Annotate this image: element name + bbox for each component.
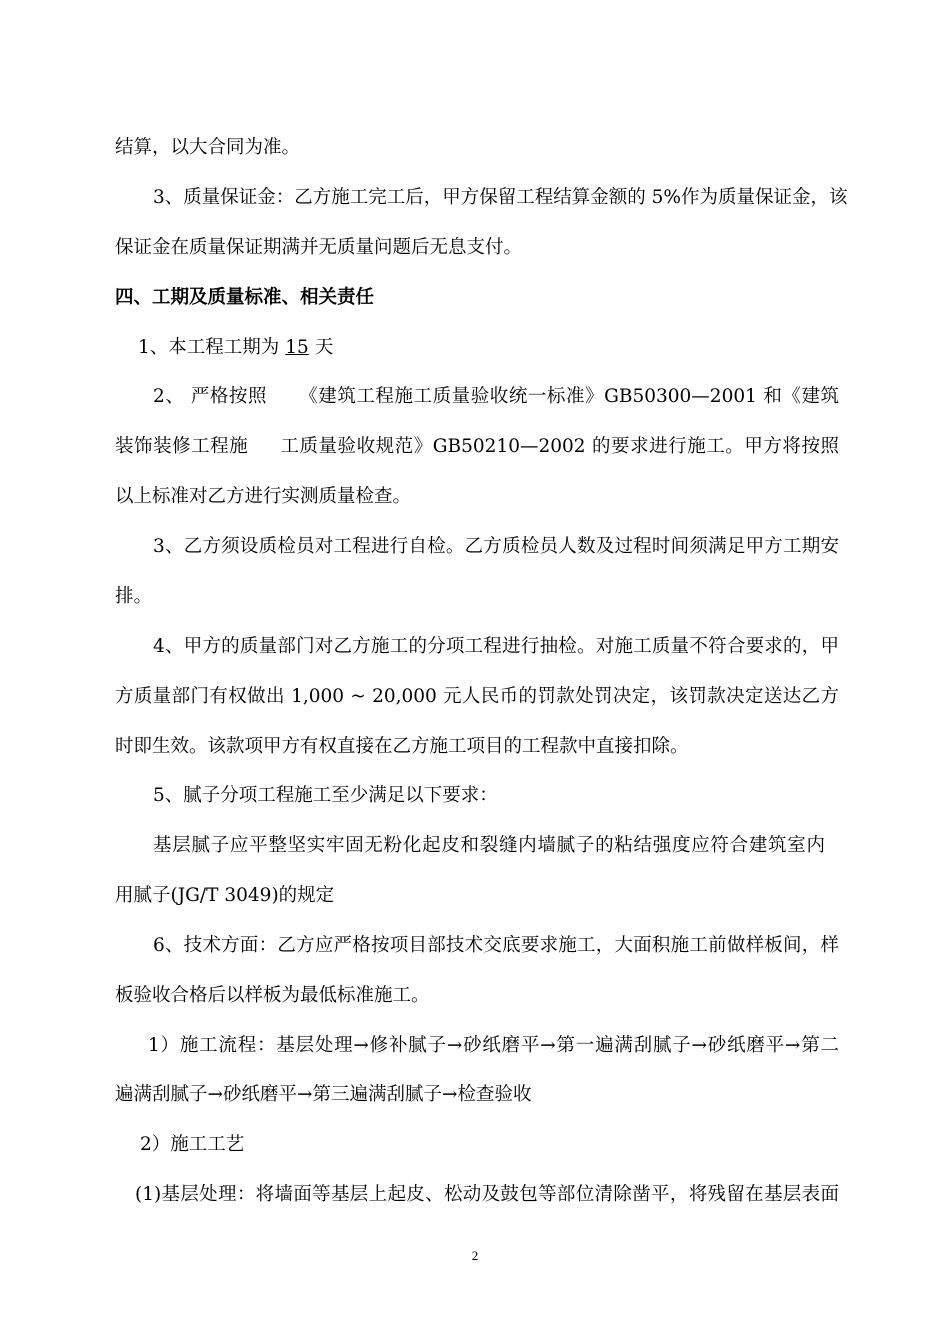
paragraph-line: 6、技术方面：乙方应严格按项目部技术交底要求施工，大面积施工前做样板间，样	[153, 935, 839, 956]
section-heading: 四、工期及质量标准、相关责任	[115, 287, 375, 308]
paragraph-line: 保证金在质量保证期满并无质量问题后无息支付。	[115, 237, 523, 258]
paragraph-line: 3、质量保证金：乙方施工完工后，甲方保留工程结算金额的 5%作为质量保证金，该	[153, 187, 848, 208]
paragraph-line: 板验收合格后以样板为最低标准施工。	[115, 985, 430, 1006]
duration-value: 15	[285, 337, 309, 358]
paragraph-line: 1）施工流程：基层处理→修补腻子→砂纸磨平→第一遍满刮腻子→砂纸磨平→第二	[148, 1035, 839, 1056]
paragraph-line: 时即生效。该款项甲方有权直接在乙方施工项目的工程款中直接扣除。	[115, 736, 689, 757]
paragraph-line: 基层腻子应平整坚实牢固无粉化起皮和裂缝内墙腻子的粘结强度应符合建筑室内	[153, 835, 825, 856]
paragraph-line: 方质量部门有权做出 1,000 ~ 20,000 元人民币的罚款处罚决定，该罚款决定送达乙方	[115, 686, 839, 707]
paragraph-line: 装饰装修工程施 工质量验收规范》GB50210—2002 的要求进行施工。甲方将按照	[115, 436, 839, 457]
paragraph-line: (1)基层处理：将墙面等基层上起皮、松动及鼓包等部位清除凿平，将残留在基层表面	[135, 1184, 839, 1205]
clause-text: 天	[314, 337, 334, 358]
paragraph-line: 2、 严格按照 《建筑工程施工质量验收统一标准》GB50300—2001 和《建筑	[153, 386, 839, 407]
paragraph-line: 4、甲方的质量部门对乙方施工的分项工程进行抽检。对施工质量不符合要求的，甲	[153, 636, 839, 657]
paragraph-line: 用腻子(JG/T 3049)的规定	[115, 885, 335, 906]
subsection-heading: 2）施工工艺	[140, 1134, 245, 1155]
paragraph-line: 排。	[115, 586, 153, 607]
paragraph-line: 遍满刮腻子→砂纸磨平→第三遍满刮腻子→检查验收	[115, 1084, 532, 1105]
paragraph-line: 结算，以大合同为准。	[115, 137, 301, 158]
page-number: 2	[471, 1248, 479, 1263]
clause-text: 1、本工程工期为	[138, 337, 280, 358]
paragraph-line: 以上标准对乙方进行实测质量检查。	[115, 486, 412, 507]
paragraph-line: 5、腻子分项工程施工至少满足以下要求：	[153, 785, 498, 806]
paragraph-line	[138, 336, 333, 360]
paragraph-line: 3、乙方须设质检员对工程进行自检。乙方质检员人数及过程时间须满足甲方工期安	[153, 536, 839, 557]
